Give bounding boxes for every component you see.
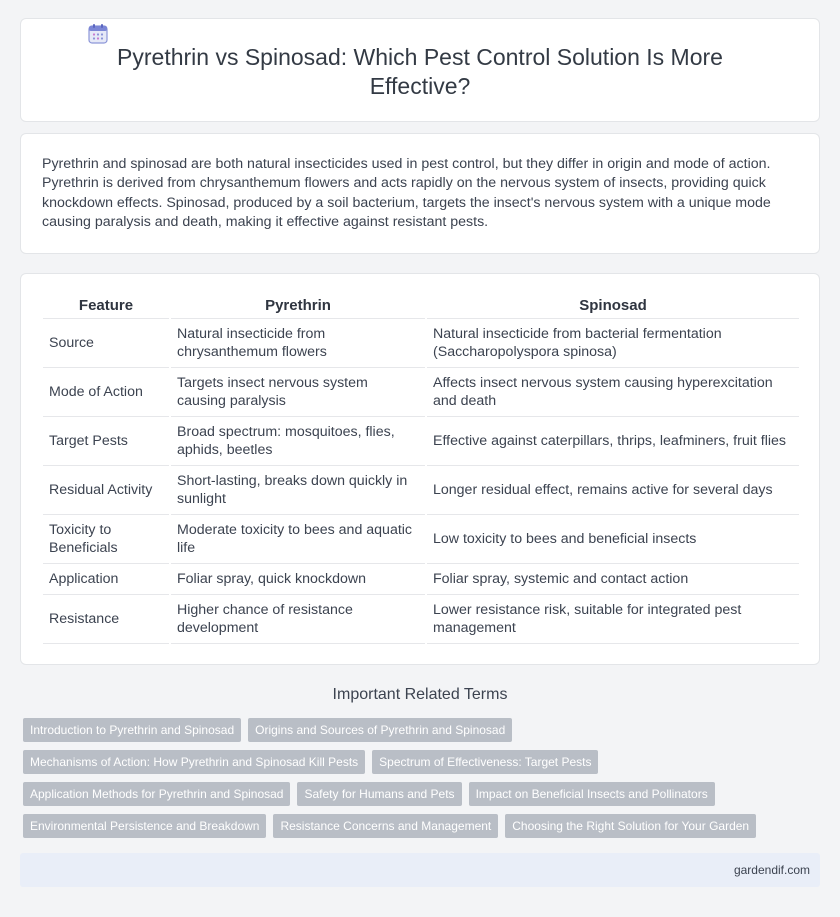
calendar-icon: [87, 23, 109, 45]
table-row: [43, 416, 799, 465]
pyrethrin-cell: Higher chance of resistance development: [170, 594, 426, 643]
tag-link[interactable]: Introduction to Pyrethrin and Spinosad: [23, 718, 241, 742]
table-row: [43, 514, 799, 563]
table-row: [43, 367, 799, 416]
feature-cell: Toxicity to Beneficials: [43, 514, 170, 563]
comparison-card: [20, 273, 820, 665]
pyrethrin-cell: Foliar spray, quick knockdown: [170, 563, 426, 594]
table-header-row: [43, 294, 799, 318]
table-row: [43, 465, 799, 514]
related-terms-tags: [23, 718, 813, 846]
related-terms-title: Important Related Terms: [332, 686, 508, 703]
tag-row: [23, 782, 813, 806]
tag-link[interactable]: Choosing the Right Solution for Your Garden: [505, 814, 756, 838]
table-row: [43, 563, 799, 594]
tag-row: [23, 750, 813, 774]
tag-link[interactable]: Spectrum of Effectiveness: Target Pests: [372, 750, 598, 774]
header-spinosad: Spinosad: [426, 294, 799, 318]
feature-cell: Source: [43, 318, 170, 367]
tag-link[interactable]: Impact on Beneficial Insects and Pollinators: [469, 782, 715, 806]
tag-link[interactable]: Environmental Persistence and Breakdown: [23, 814, 266, 838]
header-pyrethrin: Pyrethrin: [170, 294, 426, 318]
feature-cell: Mode of Action: [43, 367, 170, 416]
table-row: [43, 318, 799, 367]
spinosad-cell: Natural insecticide from bacterial fermentation (Saccharopolyspora spinosa): [426, 318, 799, 367]
spinosad-cell: Effective against caterpillars, thrips, leafminers, fruit flies: [426, 416, 799, 465]
tag-link[interactable]: Mechanisms of Action: How Pyrethrin and Spinosad Kill Pests: [23, 750, 365, 774]
pyrethrin-cell: Short-lasting, breaks down quickly in sunlight: [170, 465, 426, 514]
spinosad-cell: Lower resistance risk, suitable for integrated pest management: [426, 594, 799, 643]
header-card: [20, 18, 820, 122]
pyrethrin-cell: Moderate toxicity to bees and aquatic life: [170, 514, 426, 563]
tag-link[interactable]: Origins and Sources of Pyrethrin and Spinosad: [248, 718, 512, 742]
intro-paragraph: Pyrethrin and spinosad are both natural insecticides used in pest control, but they differ in origin and mode of action. Pyrethrin is derived from chrysanthemum flowers and acts rapidly on the nervous system of insects, providing quick knockdown effects. Spinosad, produced by a soil bacterium, targets the insect's nervous system with a unique mode causing paralysis and death, making it effective against resistant pests.: [42, 156, 771, 231]
spinosad-cell: Low toxicity to bees and beneficial insects: [426, 514, 799, 563]
feature-cell: Application: [43, 563, 170, 594]
feature-cell: Target Pests: [43, 416, 170, 465]
comparison-table: [43, 294, 799, 644]
spinosad-cell: Longer residual effect, remains active for several days: [426, 465, 799, 514]
tag-link[interactable]: Safety for Humans and Pets: [297, 782, 461, 806]
footer: [20, 853, 820, 887]
table-row: [43, 594, 799, 643]
pyrethrin-cell: Broad spectrum: mosquitoes, flies, aphids, beetles: [170, 416, 426, 465]
tag-link[interactable]: Resistance Concerns and Management: [273, 814, 498, 838]
tag-row: [23, 718, 813, 742]
tag-link[interactable]: Application Methods for Pyrethrin and Spinosad: [23, 782, 290, 806]
footer-site-link[interactable]: gardendif.com: [733, 863, 810, 877]
spinosad-cell: Foliar spray, systemic and contact action: [426, 563, 799, 594]
intro-card: [20, 133, 820, 254]
feature-cell: Resistance: [43, 594, 170, 643]
pyrethrin-cell: Targets insect nervous system causing paralysis: [170, 367, 426, 416]
tag-row: [23, 814, 813, 838]
spinosad-cell: Affects insect nervous system causing hyperexcitation and death: [426, 367, 799, 416]
page-title: Pyrethrin vs Spinosad: Which Pest Control Solution Is More Effective?: [117, 44, 723, 99]
pyrethrin-cell: Natural insecticide from chrysanthemum flowers: [170, 318, 426, 367]
header-feature: Feature: [43, 294, 170, 318]
feature-cell: Residual Activity: [43, 465, 170, 514]
